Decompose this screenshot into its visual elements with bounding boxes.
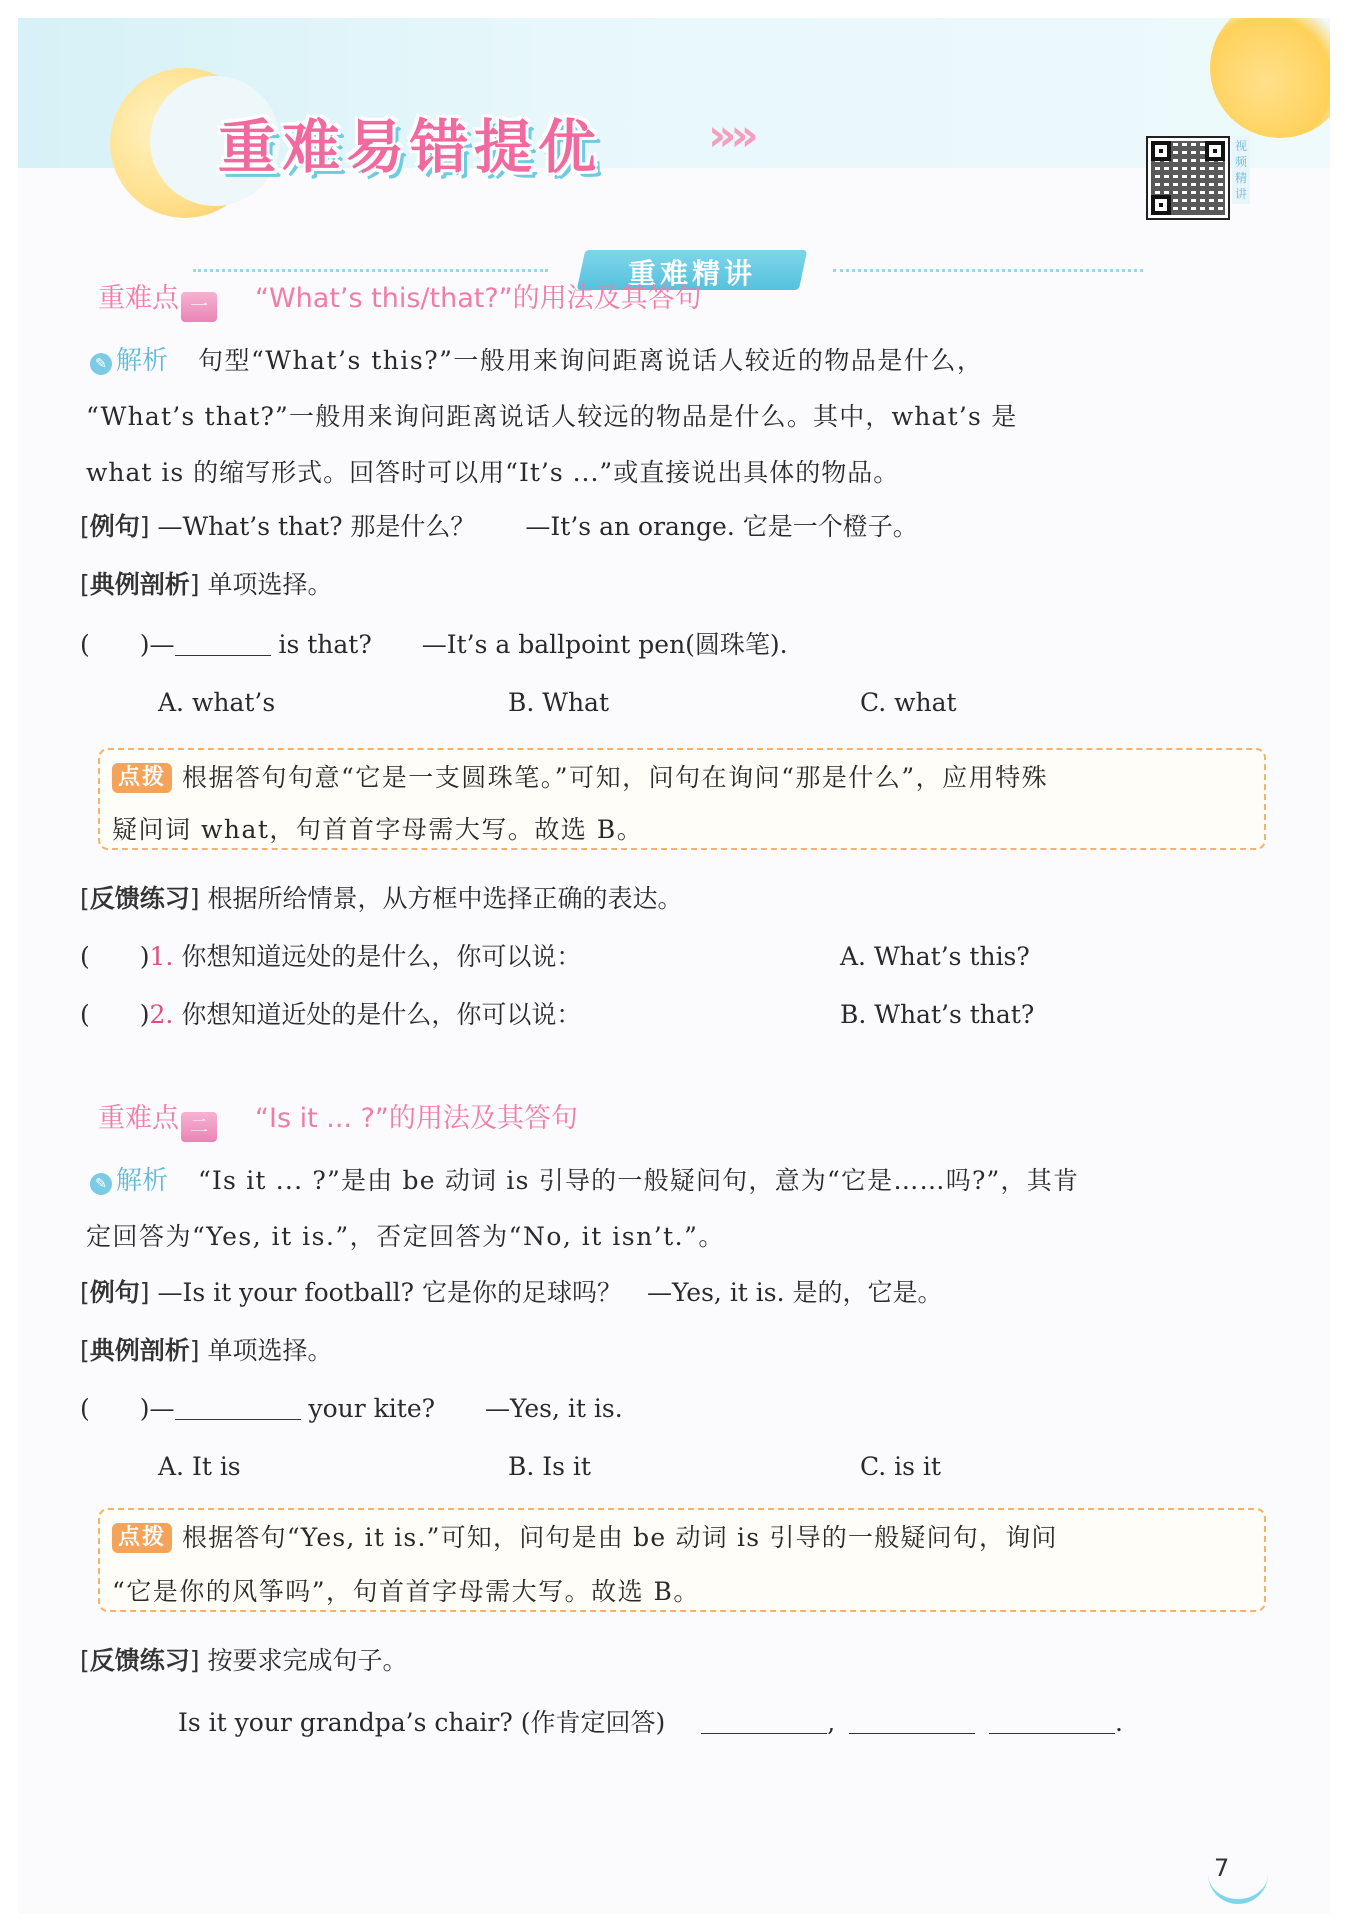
answer-blank-3[interactable] — [989, 1710, 1115, 1734]
title-arrows-icon: »» — [708, 110, 753, 161]
key-point-2-heading: 重难点 二 “Is it ... ?”的用法及其答句 — [98, 1096, 578, 1142]
option-c[interactable]: C. what — [860, 688, 957, 717]
option-a[interactable]: A. It is — [158, 1452, 241, 1481]
qr-code[interactable] — [1146, 136, 1230, 220]
feedback-practice-label: [反馈练习] 按要求完成句子。 — [80, 1646, 408, 1675]
hint-badge: 点拨 — [112, 1523, 172, 1553]
option-b[interactable]: B. Is it — [508, 1452, 591, 1481]
key-point-1-heading: 重难点 一 “What’s this/that?”的用法及其答句 — [98, 276, 702, 322]
hint-box-1: 点拨 根据答句句意“它是一支圆珠笔。”可知，问句在询问“那是什么”，应用特殊 疑问词 what，句首首字母需大写。故选 B。 — [98, 748, 1266, 850]
hint-badge: 点拨 — [112, 763, 172, 793]
analysis-line-3: what is 的缩写形式。回答时可以用“It’s ...”或直接说出具体的物品。 — [86, 458, 900, 487]
answer-blank[interactable] — [175, 1396, 301, 1420]
option-a[interactable]: A. what’s — [158, 688, 276, 717]
question-1: ( )— is that? —It’s a ballpoint pen(圆珠笔). — [80, 630, 788, 659]
pencil-icon: ✎ — [90, 1173, 112, 1195]
qr-video-tag: 视频精讲 — [1232, 136, 1250, 204]
example-sentence: [例句] —What’s that? 那是什么？ —It’s an orange. 它是一个橙子。 — [80, 512, 918, 541]
key-point-number-badge: 二 — [181, 1112, 217, 1142]
workbook-page — [18, 18, 1330, 1914]
typical-example-label: [典例剖析] 单项选择。 — [80, 570, 333, 599]
exercise-2: ( )2. 你想知道近处的是什么，你可以说： — [80, 1000, 582, 1029]
key-point-topic: “What’s this/that?”的用法及其答句 — [255, 283, 702, 314]
analysis-line-2: “What’s that?”一般用来询问距离说话人较远的物品是什么。其中，what’s 是 — [86, 402, 1018, 431]
key-point-number-badge: 一 — [181, 292, 217, 322]
answer-blank[interactable] — [175, 632, 271, 656]
answer-blank-1[interactable] — [701, 1710, 827, 1734]
analysis-line-1: ✎ 解析 句型“What’s this?”一般用来询问距离说话人较近的物品是什么， — [90, 346, 983, 376]
exercise-option-b: B. What’s that? — [840, 1000, 1035, 1029]
exercise-1: ( )1. 你想知道远处的是什么，你可以说： — [80, 942, 582, 971]
hint-box-2: 点拨 根据答句“Yes, it is.”可知，问句是由 be 动词 is 引导的一般疑问句，询问 “它是你的风筝吗”，句首首字母需大写。故选 B。 — [98, 1508, 1266, 1612]
page-title: 重难易错提优 — [218, 113, 603, 181]
exercise-sentence: Is it your grandpa’s chair? (作肯定回答) , . — [178, 1708, 1123, 1737]
question-2: ( )— your kite? —Yes, it is. — [80, 1394, 623, 1423]
option-c[interactable]: C. is it — [860, 1452, 941, 1481]
example-sentence: [例句] —Is it your football? 它是你的足球吗？ —Yes, it is. 是的，它是。 — [80, 1278, 943, 1307]
key-point-topic: “Is it ... ?”的用法及其答句 — [255, 1103, 578, 1134]
feedback-practice-label: [反馈练习] 根据所给情景，从方框中选择正确的表达。 — [80, 884, 683, 913]
typical-example-label: [典例剖析] 单项选择。 — [80, 1336, 333, 1365]
answer-blank-2[interactable] — [849, 1710, 975, 1734]
option-b[interactable]: B. What — [508, 688, 610, 717]
analysis-line-1: ✎ 解析 “Is it ... ?”是由 be 动词 is 引导的一般疑问句，意为“它是……吗?”，其肯 — [90, 1166, 1079, 1196]
exercise-option-a: A. What’s this? — [840, 942, 1030, 971]
analysis-line-2: 定回答为“Yes, it is.”，否定回答为“No, it isn’t.”。 — [86, 1222, 725, 1251]
section-title: 重难精讲 — [627, 257, 756, 290]
page-number: 7 — [1214, 1854, 1230, 1882]
pencil-icon: ✎ — [90, 353, 112, 375]
